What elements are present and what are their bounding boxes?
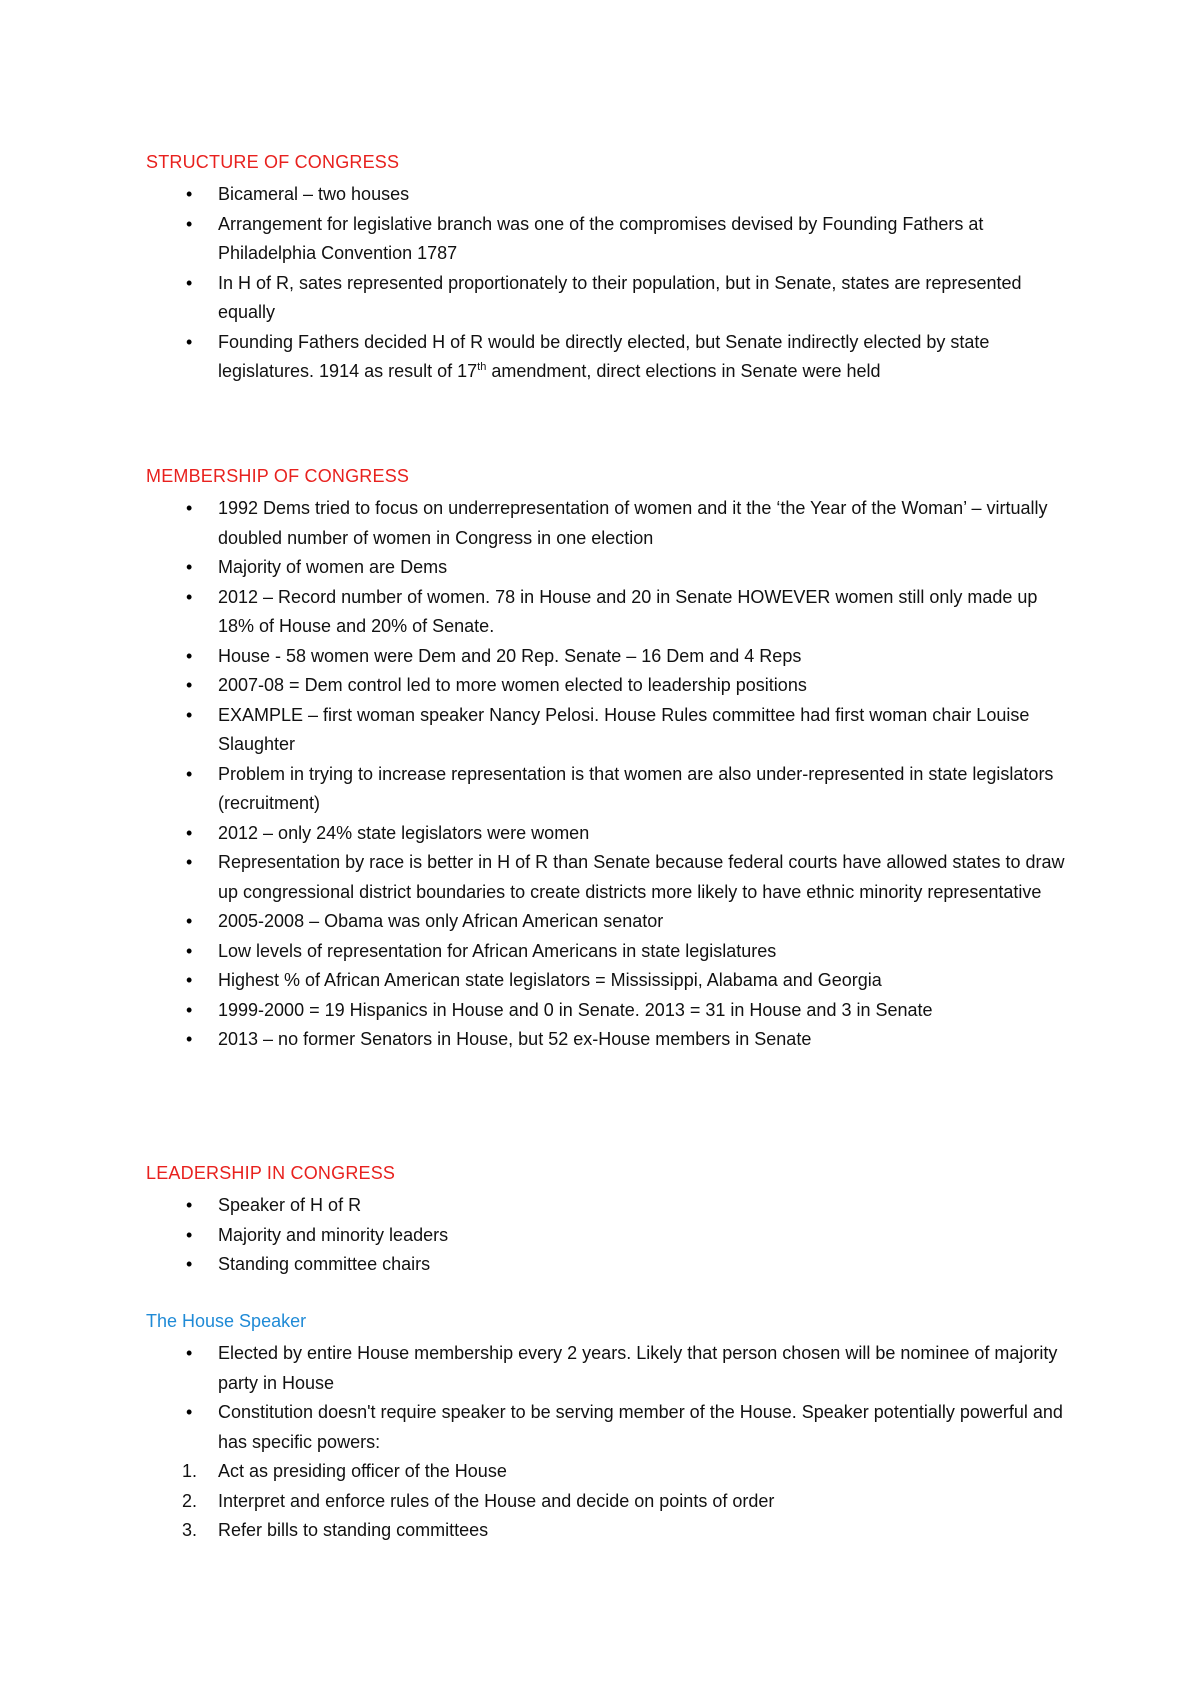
item-text: Interpret and enforce rules of the House and decide on points of order bbox=[218, 1490, 775, 1511]
item-number: 1. bbox=[182, 1461, 198, 1481]
list-item: • In H of R, sates represented proportionately to their population, but in Senate, states are represented equally bbox=[146, 269, 1076, 328]
list-item: • Standing committee chairs bbox=[146, 1250, 1076, 1280]
list-item: • 2013 – no former Senators in House, but 52 ex-House members in Senate bbox=[146, 1025, 1076, 1055]
list-item: • 2007-08 = Dem control led to more women elected to leadership positions bbox=[146, 671, 1076, 701]
subheading-house-speaker: The House Speaker bbox=[146, 1311, 307, 1331]
list-item bbox=[146, 328, 1076, 387]
list-item: • Majority and minority leaders bbox=[146, 1221, 1076, 1251]
list-item: • Arrangement for legislative branch was one of the compromises devised by Founding Fathers at Philadelphia Convention 1787 bbox=[146, 210, 1076, 269]
list-item-text: Founding Fathers decided H of R would be directly elected, but Senate indirectly elected by state legislatures. 1914 as result of 17 bbox=[218, 331, 990, 381]
heading-membership-of-congress: MEMBERSHIP OF CONGRESS bbox=[146, 466, 410, 486]
speaker-list bbox=[146, 1339, 1076, 1457]
list-item: • Highest % of African American state legislators = Mississippi, Alabama and Georgia bbox=[146, 966, 1076, 996]
item-number: 3. bbox=[182, 1520, 198, 1540]
leadership-list bbox=[146, 1191, 1076, 1280]
list-item: • Elected by entire House membership every 2 years. Likely that person chosen will be nominee of majority party in House bbox=[146, 1339, 1076, 1398]
list-item: • Majority of women are Dems bbox=[146, 553, 1076, 583]
list-item: • EXAMPLE – first woman speaker Nancy Pelosi. House Rules committee had first woman chair Louise Slaughter bbox=[146, 701, 1076, 760]
speaker-powers-list bbox=[146, 1457, 1076, 1546]
list-item: • Constitution doesn't require speaker to be serving member of the House. Speaker potentially powerful and has specific powers: bbox=[146, 1398, 1076, 1457]
list-item: • Speaker of H of R bbox=[146, 1191, 1076, 1221]
list-item: • Representation by race is better in H of R than Senate because federal courts have allowed states to draw up congressional district boundaries to create districts more likely to have ethnic minority representative bbox=[146, 848, 1076, 907]
structure-list bbox=[146, 180, 1076, 387]
list-item: • House - 58 women were Dem and 20 Rep. Senate – 16 Dem and 4 Reps bbox=[146, 642, 1076, 672]
item-text: Refer bills to standing committees bbox=[218, 1520, 489, 1540]
list-item: • Problem in trying to increase representation is that women are also under-represented in state legislators (recruitment) bbox=[146, 760, 1076, 819]
numbered-item bbox=[146, 1516, 1076, 1546]
list-item-text: amendment, direct elections in Senate were held bbox=[486, 361, 881, 381]
list-item: • Bicameral – two houses bbox=[146, 180, 1076, 210]
heading-leadership-in-congress: LEADERSHIP IN CONGRESS bbox=[146, 1163, 396, 1183]
superscript: th bbox=[477, 361, 487, 373]
list-item: • 1992 Dems tried to focus on underrepresentation of women and it the ‘the Year of the Woman’ – virtually doubled number of women in Congress in one election bbox=[146, 494, 1076, 553]
list-item: • 1999-2000 = 19 Hispanics in House and 0 in Senate. 2013 = 31 in House and 3 in Senate bbox=[146, 996, 1076, 1026]
heading-structure-of-congress: STRUCTURE OF CONGRESS bbox=[146, 152, 400, 172]
list-item: • 2012 – only 24% state legislators were women bbox=[146, 819, 1076, 849]
list-item: • Low levels of representation for African Americans in state legislatures bbox=[146, 937, 1076, 967]
numbered-item bbox=[146, 1457, 1076, 1487]
membership-list bbox=[146, 494, 1076, 1055]
list-item: • 2012 – Record number of women. 78 in House and 20 in Senate HOWEVER women still only made up 18% of House and 20% of Senate. bbox=[146, 583, 1076, 642]
list-item: • 2005-2008 – Obama was only African American senator bbox=[146, 907, 1076, 937]
numbered-item bbox=[146, 1487, 1076, 1517]
item-number: 2. bbox=[182, 1490, 198, 1511]
item-text: Act as presiding officer of the House bbox=[218, 1461, 507, 1481]
